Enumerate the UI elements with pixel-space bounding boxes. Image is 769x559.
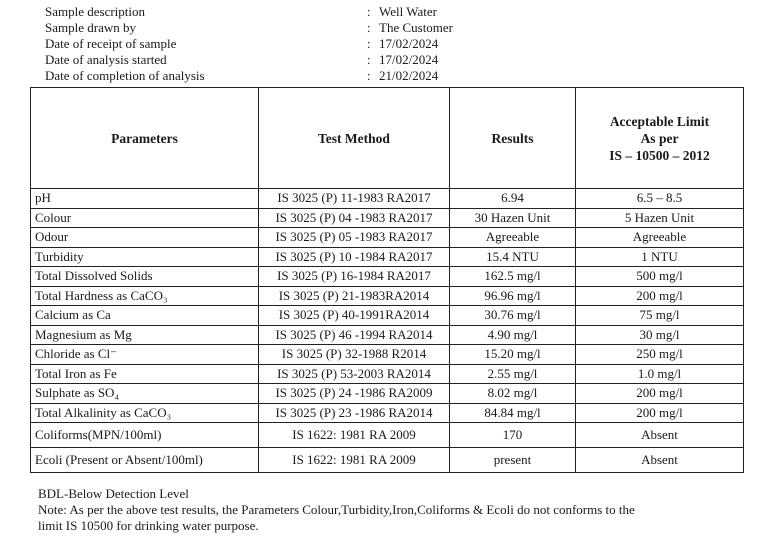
result-cell: 8.02 mg/l [450, 384, 576, 404]
method-cell: IS 3025 (P) 23 -1986 RA2014 [259, 403, 450, 423]
note-line: Note: As per the above test results, the Parameters Colour,Turbidity,Iron,Coliforms & Ecoli do not conforms to the [38, 502, 635, 517]
parameter-cell: Calcium as Ca [31, 306, 259, 326]
result-cell: 30.76 mg/l [450, 306, 576, 326]
parameter-cell: Total Dissolved Solids [31, 267, 259, 287]
parameter-cell: Chloride as Cl⁻ [31, 345, 259, 365]
method-cell: IS 3025 (P) 40-1991RA2014 [259, 306, 450, 326]
result-cell: 6.94 [450, 189, 576, 209]
limit-cell: 1 NTU [576, 247, 744, 267]
method-cell: IS 3025 (P) 32-1988 R2014 [259, 345, 450, 365]
parameter-cell: Turbidity [31, 247, 259, 267]
method-cell: IS 3025 (P) 04 -1983 RA2017 [259, 208, 450, 228]
bdl-legend: BDL-Below Detection Level [38, 486, 189, 501]
result-cell: 84.84 mg/l [450, 403, 576, 423]
result-cell: 15.20 mg/l [450, 345, 576, 365]
method-cell: IS 3025 (P) 21-1983RA2014 [259, 286, 450, 306]
result-cell: 4.90 mg/l [450, 325, 576, 345]
sample-info-separator: : [367, 52, 371, 67]
limit-cell: 6.5 – 8.5 [576, 189, 744, 209]
test-method-header: Test Method [259, 88, 450, 189]
method-cell: IS 3025 (P) 10 -1984 RA2017 [259, 247, 450, 267]
sample-info-separator: : [367, 4, 371, 19]
result-cell: 15.4 NTU [450, 247, 576, 267]
parameter-cell: Magnesium as Mg [31, 325, 259, 345]
result-cell: 162.5 mg/l [450, 267, 576, 287]
table-row [31, 208, 744, 228]
parameter-cell: pH [31, 189, 259, 209]
parameter-cell: Total Alkalinity as CaCO₃ [31, 403, 259, 423]
sample-info [45, 4, 453, 84]
table-row [31, 189, 744, 209]
table-row [31, 325, 744, 345]
table-row [31, 384, 744, 404]
results-header: Results [450, 88, 576, 189]
result-cell: 170 [450, 423, 576, 448]
report-footer [38, 486, 769, 534]
parameter-cell: Ecoli (Present or Absent/100ml) [31, 448, 259, 473]
table-row [31, 306, 744, 326]
parameter-cell: Total Iron as Fe [31, 364, 259, 384]
sample-info-value: Well Water [379, 4, 437, 19]
limit-cell: 1.0 mg/l [576, 364, 744, 384]
table-row [31, 286, 744, 306]
table-row [31, 267, 744, 287]
result-cell: 30 Hazen Unit [450, 208, 576, 228]
parameter-cell: Total Hardness as CaCO₃ [31, 286, 259, 306]
sample-info-label: Date of analysis started [45, 52, 167, 67]
sample-info-row [45, 36, 453, 52]
sample-info-row [45, 52, 453, 68]
table-row [31, 247, 744, 267]
result-cell: 96.96 mg/l [450, 286, 576, 306]
method-cell: IS 3025 (P) 46 -1994 RA2014 [259, 325, 450, 345]
limit-header-line: IS – 10500 – 2012 [609, 147, 710, 163]
parameter-cell: Odour [31, 228, 259, 248]
sample-info-separator: : [367, 20, 371, 35]
method-cell: IS 3025 (P) 05 -1983 RA2017 [259, 228, 450, 248]
method-cell: IS 1622: 1981 RA 2009 [259, 423, 450, 448]
table-header-row [31, 88, 744, 189]
limit-cell: 75 mg/l [576, 306, 744, 326]
parameter-cell: Coliforms(MPN/100ml) [31, 423, 259, 448]
acceptable-limit-header [576, 88, 744, 189]
limit-cell: 200 mg/l [576, 384, 744, 404]
table-row [31, 403, 744, 423]
method-cell: IS 3025 (P) 16-1984 RA2017 [259, 267, 450, 287]
parameter-cell: Sulphate as SO₄ [31, 384, 259, 404]
sample-info-value: 17/02/2024 [379, 36, 439, 51]
sample-info-value: 17/02/2024 [379, 52, 439, 67]
sample-info-label: Date of receipt of sample [45, 36, 177, 51]
parameter-cell: Colour [31, 208, 259, 228]
sample-info-separator: : [367, 68, 371, 83]
table-row [31, 364, 744, 384]
sample-info-row [45, 4, 453, 20]
limit-cell: 200 mg/l [576, 403, 744, 423]
sample-info-value: The Customer [379, 20, 454, 35]
method-cell: IS 3025 (P) 53-2003 RA2014 [259, 364, 450, 384]
sample-info-label: Date of completion of analysis [45, 68, 205, 83]
results-table [30, 87, 744, 473]
sample-info-separator: : [367, 36, 371, 51]
limit-header-line: Acceptable Limit [609, 113, 710, 129]
limit-cell: Absent [576, 448, 744, 473]
table-row [31, 345, 744, 365]
limit-cell: 30 mg/l [576, 325, 744, 345]
result-cell: 2.55 mg/l [450, 364, 576, 384]
sample-info-row [45, 20, 453, 36]
limit-header-line: As per [640, 130, 679, 146]
sample-info-label: Sample drawn by [45, 20, 136, 35]
method-cell: IS 1622: 1981 RA 2009 [259, 448, 450, 473]
limit-cell: 250 mg/l [576, 345, 744, 365]
limit-cell: 5 Hazen Unit [576, 208, 744, 228]
table-row [31, 228, 744, 248]
result-cell: Agreeable [450, 228, 576, 248]
limit-cell: 500 mg/l [576, 267, 744, 287]
table-row [31, 423, 744, 448]
sample-info-row [45, 68, 453, 84]
note-line: limit IS 10500 for drinking water purpose. [38, 518, 259, 533]
sample-info-label: Sample description [45, 4, 146, 19]
method-cell: IS 3025 (P) 11-1983 RA2017 [259, 189, 450, 209]
parameters-header: Parameters [31, 88, 259, 189]
method-cell: IS 3025 (P) 24 -1986 RA2009 [259, 384, 450, 404]
table-row [31, 448, 744, 473]
limit-cell: Absent [576, 423, 744, 448]
result-cell: present [450, 448, 576, 473]
limit-cell: 200 mg/l [576, 286, 744, 306]
sample-info-value: 21/02/2024 [379, 68, 439, 83]
limit-cell: Agreeable [576, 228, 744, 248]
